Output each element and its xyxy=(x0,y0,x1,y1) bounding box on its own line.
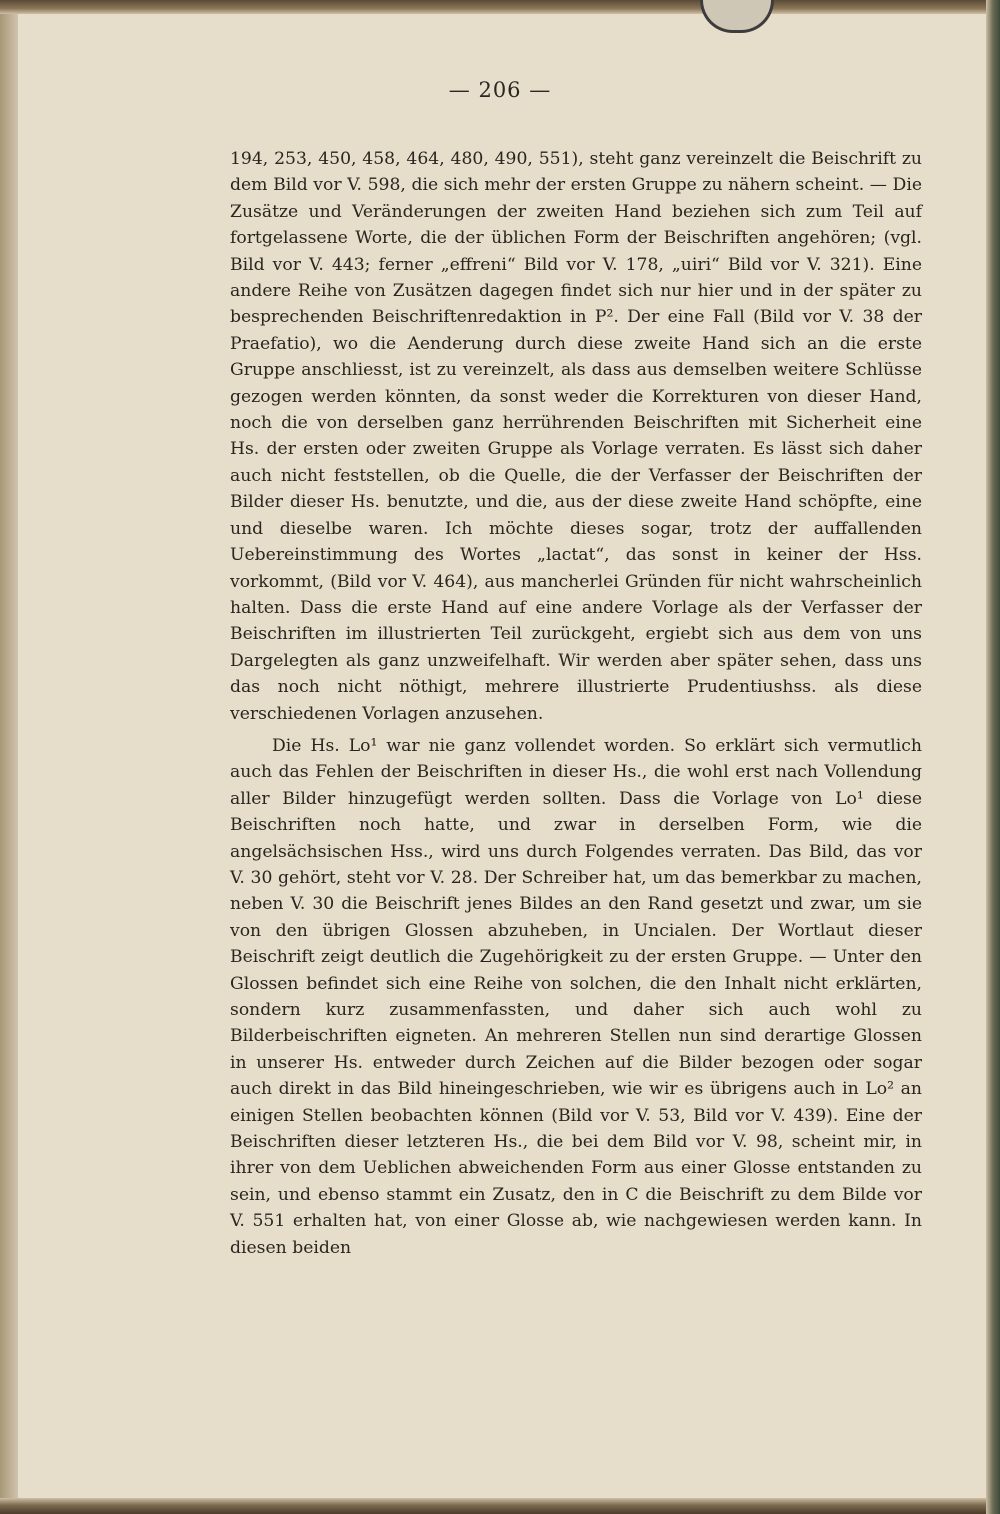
page-edge-left xyxy=(0,0,18,1514)
page-edge-top xyxy=(0,0,1000,14)
paragraph-2: Die Hs. Lo¹ war nie ganz vollendet worden. So erklärt sich vermutlich auch das Fehlen der Beischriften in dieser Hs., die wohl erst nach Vollendung aller Bilder hinzugefügt werden sollten. Dass die Vorlage von Lo¹ diese Beischriften noch hatte, und zwar in derselben Form, wie die angelsächsischen Hss., wird uns durch Folgendes verraten. Das Bild, das vor V. 30 gehört, steht vor V. 28. Der Schreiber hat, um das bemerkbar zu machen, neben V. 30 die Beischrift jenes Bildes an den Rand gesetzt und zwar, um sie von den übrigen Glossen abzuheben, in Uncialen. Der Wortlaut dieser Beischrift zeigt deutlich die Zugehörigkeit zu der ersten Gruppe. — Unter den Glossen befindet sich eine Reihe von solchen, die den Inhalt nicht erklärten, sondern kurz zusammenfassten, und daher sich auch wohl zu Bilderbeischriften eigneten. An mehreren Stellen nun sind derartige Glossen in unserer Hs. entweder durch Zeichen auf die Bilder bezogen oder sogar auch direkt in das Bild hineingeschrieben, wie wir es übrigens auch in Lo² an einigen Stellen beobachten können (Bild vor V. 53, Bild vor V. 439). Eine der Beischriften dieser letzteren Hs., die bei dem Bild vor V. 98, scheint mir, in ihrer von dem Ueblichen abweichenden Form aus einer Glosse entstanden zu sein, und ebenso stammt ein Zusatz, den in C die Beischrift zu dem Bilde vor V. 551 erhalten hat, von einer Glosse ab, wie nachgewiesen werden kann. In diesen beiden xyxy=(230,735,922,1258)
page-edge-right xyxy=(986,0,1000,1514)
body-text xyxy=(230,146,922,1261)
page-number: — 206 — xyxy=(448,78,552,102)
paragraph-1: 194, 253, 450, 458, 464, 480, 490, 551), steht ganz vereinzelt die Beischrift zu dem Bild vor V. 598, die sich mehr der ersten Gruppe zu nähern scheint. — Die Zusätze und Veränderungen der zweiten Hand beziehen sich zum Teil auf fortgelassene Worte, die der üblichen Form der Beischriften angehören; (vgl. Bild vor V. 443; ferner „effreni“ Bild vor V. 178, „uiri“ Bild vor V. 321). Eine andere Reihe von Zusätzen dagegen findet sich nur hier und in der später zu besprechenden Beischriftenredaktion in P². Der eine Fall (Bild vor V. 38 der Praefatio), wo die Aenderung durch diese zweite Hand sich an die erste Gruppe anschliesst, ist zu vereinzelt, als dass aus demselben weitere Schlüsse gezogen werden könnten, da sonst weder die Korrekturen von dieser Hand, noch die von derselben ganz herrührenden Beischriften mit Sicherheit eine Hs. der ersten oder zweiten Gruppe als Vorlage verraten. Es lässt sich daher auch nicht feststellen, ob die Quelle, die der Verfasser der Beischriften der Bilder dieser Hs. benutzte, und die, aus der diese zweite Hand schöpfte, eine und dieselbe waren. Ich möchte dieses sogar, trotz der auffallenden Uebereinstimmung des Wortes „lactat“, das sonst in keiner der Hss. vorkommt, (Bild vor V. 464), aus mancherlei Gründen für nicht wahrscheinlich halten. Dass die erste Hand auf eine andere Vorlage als der Verfasser der Beischriften im illustrierten Teil zurückgeht, ergiebt sich aus dem von uns Dargelegten als ganz unzweifelhaft. Wir werden aber später sehen, dass uns das noch nicht nöthigt, mehrere illustrierte Prudentiushss. als diese verschiedenen Vorlagen anzusehen. xyxy=(230,149,922,724)
page-edge-bottom xyxy=(0,1498,1000,1514)
